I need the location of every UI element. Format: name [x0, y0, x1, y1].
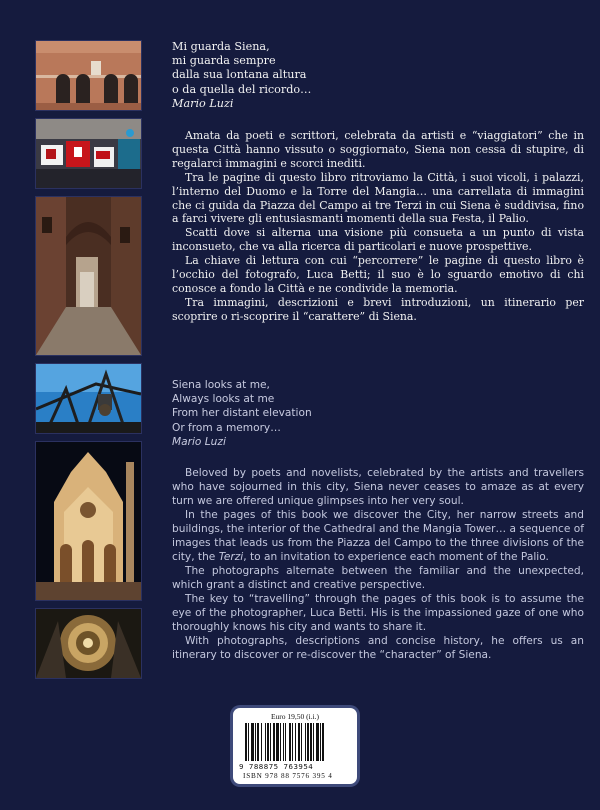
photo-narrow-alley	[35, 196, 142, 356]
barcode-bar	[270, 723, 271, 761]
paragraph: Tra le pagine di questo libro ritroviamo la Città, i suoi vicoli, i palazzi, l’interno del Duomo e la Torre del Mangia… una carrellata di immagini che ci guida da Piazza del Campo ai tre Terzi in cui Siena è suddivisa, fino a farci vivere gli entusiasmanti momenti della sua Festa, il Palio.	[172, 170, 584, 226]
barcode-bar	[322, 723, 324, 761]
paragraph: Tra immagini, descrizioni e brevi introduzioni, un itinerario per scoprire o ri-scoprire il “carattere” di Siena.	[172, 295, 584, 323]
paragraph: Amata da poeti e scrittori, celebrata da artisti e “viaggiatori” che in questa Città hanno vissuto o soggiornato, Siena non cessa di stupire, di regalarci immagini e scorci inediti.	[172, 129, 584, 170]
poem-line: mi guarda sempre	[172, 54, 276, 68]
photo-palio-flags	[35, 118, 142, 189]
barcode-bar	[257, 723, 259, 761]
photo-duomo-facade-night	[35, 441, 142, 601]
photo-duomo-dome-interior	[35, 608, 142, 679]
barcode-bar	[301, 723, 302, 761]
paragraph-text: , to an invitation to experience each moment of the Palio.	[243, 551, 549, 563]
english-poem	[172, 378, 584, 449]
barcode-label	[233, 708, 357, 784]
barcode-bar	[261, 723, 262, 761]
italian-poem	[172, 40, 584, 111]
barcode-bar	[310, 723, 312, 761]
poem-line: Or from a memory…	[172, 421, 281, 434]
english-description	[172, 466, 584, 662]
paragraph	[172, 508, 584, 564]
poem-line: Always looks at me	[172, 393, 275, 406]
poem-author: Mario Luzi	[172, 435, 226, 448]
ean-number: 9 788875 763954	[239, 762, 314, 771]
barcode-bar	[298, 723, 300, 761]
paragraph-text: In the pages of this book we discover the City, her narrow streets and buildings, the interior of the Cathedral and the Mangia Tower… a sequence of images that leads us from the Piazza del Campo to the three divisions of the city, the	[172, 509, 584, 563]
barcode-bar	[292, 723, 293, 761]
barcode-bar	[248, 723, 249, 761]
paragraph: The photographs alternate between the familiar and the unexpected, which grant a distinct and creative perspective.	[172, 565, 584, 591]
paragraph: Beloved by poets and novelists, celebrated by the artists and travellers who have sojourned in this city, Siena never ceases to amaze as at every turn we are offered unique glimpses into her very soul.	[172, 467, 584, 507]
barcode-bar	[273, 723, 275, 761]
barcode-bar	[285, 723, 286, 761]
barcode-bar	[283, 723, 284, 761]
poem-line: dalla sua lontana altura	[172, 68, 307, 82]
photo-mangia-tower-bell	[35, 363, 142, 434]
barcode-bar	[320, 723, 321, 761]
barcode-bar	[313, 723, 314, 761]
poem-line: o da quella del ricordo…	[172, 82, 312, 96]
paragraph: With photographs, descriptions and concise history, he offers us an itinerary to discover or re-discover the “character” of Siena.	[172, 635, 584, 661]
barcode-bar	[289, 723, 291, 761]
poem-line: Mi guarda Siena,	[172, 40, 270, 53]
isbn-label: ISBN 978 88 7576 395 4	[243, 772, 333, 780]
italian-description	[172, 129, 584, 324]
barcode-bar	[316, 723, 319, 761]
barcode-bar	[280, 723, 281, 761]
poem-line: Siena looks at me,	[172, 379, 270, 391]
photo-palazzo-windows	[35, 40, 142, 111]
barcode-bar	[295, 723, 296, 761]
poem-line: From her distant elevation	[172, 407, 312, 420]
price-label: Euro 19,50 (i.i.)	[270, 712, 320, 721]
barcode-bar	[255, 723, 256, 761]
poem-author: Mario Luzi	[172, 96, 234, 110]
barcode-bar	[305, 723, 306, 761]
barcode-bar	[245, 723, 247, 761]
paragraph: The key to “travelling” through the pages of this book is to assume the eye of the photographer, Luca Betti. His is the impassioned gaze of one who thoroughly knows his city and wants to share it.	[172, 593, 584, 633]
barcode-bar	[276, 723, 279, 761]
paragraph: Scatti dove si alterna una visione più consueta a un punto di vista inconsueto, che va alla ricerca di particolari e nuove prospettive.	[172, 226, 584, 254]
barcode-bar	[251, 723, 254, 761]
barcode-bar	[307, 723, 309, 761]
barcode-bar	[265, 723, 266, 761]
paragraph: La chiave di lettura con cui “percorrere” le pagine di questo libro è l’occhio del fotografo, Luca Betti; il suo è lo sguardo emotivo di chi conosce a fondo la Città e ne condivide la memoria.	[172, 254, 584, 295]
terzi-italic: Terzi	[218, 551, 244, 563]
barcode-bar	[267, 723, 269, 761]
barcode-bars	[245, 723, 347, 761]
